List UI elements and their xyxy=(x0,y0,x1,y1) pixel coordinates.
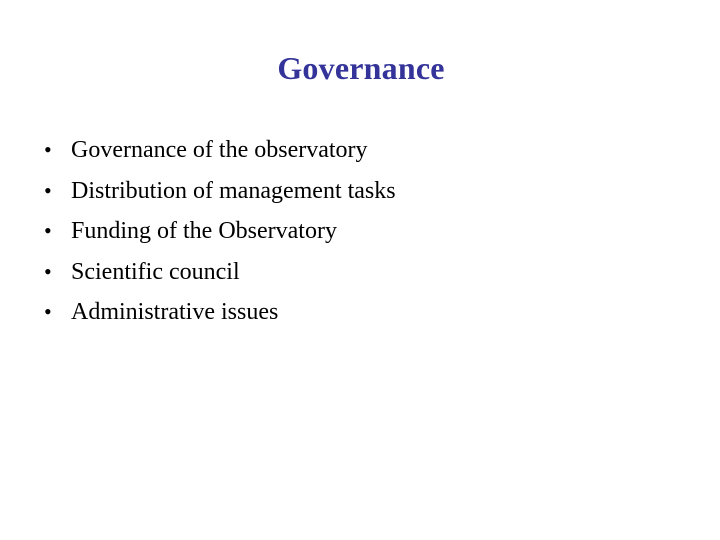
bullet-text: Scientific council xyxy=(71,258,240,285)
slide-title xyxy=(0,47,720,89)
bullet-dot-icon: • xyxy=(44,137,52,162)
slide-title-text: Governance xyxy=(277,50,445,86)
bullet-dot-icon: • xyxy=(44,299,52,324)
bullet-list xyxy=(44,130,396,333)
bullet-text: Governance of the observatory xyxy=(71,137,368,163)
bullet-item-scientific-council xyxy=(44,252,396,293)
bullet-text: Distribution of management tasks xyxy=(71,177,396,204)
bullet-dot-icon: • xyxy=(44,258,52,284)
bullet-text: Funding of the Observatory xyxy=(71,218,337,244)
bullet-dot-icon: • xyxy=(44,177,52,203)
bullet-dot-icon: • xyxy=(44,218,52,243)
bullet-item-governance xyxy=(44,130,396,171)
bullet-text: Administrative issues xyxy=(71,299,279,325)
bullet-item-administrative xyxy=(44,292,396,333)
bullet-item-funding xyxy=(44,211,396,252)
bullet-item-distribution xyxy=(44,171,396,212)
